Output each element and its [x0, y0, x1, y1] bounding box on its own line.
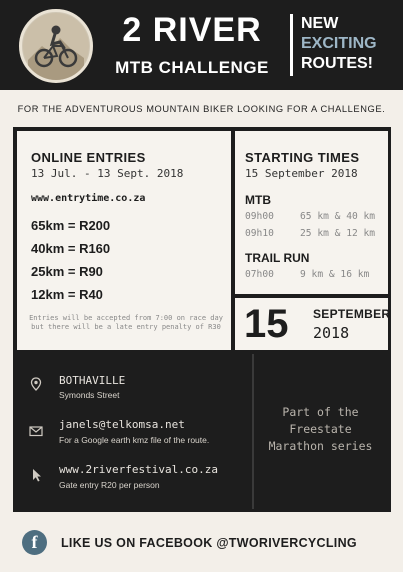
trail-time-1: 07h00 — [245, 269, 274, 280]
mtb-distances-2: 25 km & 12 km — [300, 228, 376, 239]
marathon-line-2: Freestate — [289, 422, 352, 436]
facebook-f-glyph: f — [31, 532, 38, 552]
email-envelope-icon — [29, 424, 43, 438]
facebook-cta[interactable]: LIKE US ON FACEBOOK @TWORIVERCYCLING — [61, 536, 357, 550]
starting-times-heading: STARTING TIMES — [245, 150, 360, 165]
late-entry-note-line-1: Entries will be accepted from 7:00 on race day — [29, 314, 223, 322]
new-routes-line-3: ROUTES! — [301, 55, 373, 72]
new-routes-label — [301, 14, 401, 74]
price-25km: 25km = R90 — [31, 264, 103, 279]
tagline: FOR THE ADVENTUROUS MOUNTAIN BIKER LOOKING FOR A CHALLENGE. — [17, 104, 386, 114]
location-street: Symonds Street — [59, 390, 120, 400]
gate-entry-info: Gate entry R20 per person — [59, 480, 160, 490]
event-year: 2018 — [313, 324, 350, 342]
mtb-time-2: 09h10 — [245, 228, 274, 239]
mtb-time-1: 09h00 — [245, 211, 274, 222]
marathon-line-3: Marathon series — [268, 439, 373, 453]
mtb-heading: MTB — [245, 193, 271, 207]
marathon-series-text — [252, 404, 389, 455]
website-link[interactable]: www.2riverfestival.co.za — [59, 463, 218, 476]
price-40km: 40km = R160 — [31, 241, 111, 256]
entries-dates: 13 Jul. - 13 Sept. 2018 — [31, 167, 184, 180]
entries-url-link[interactable]: www.entrytime.co.za — [31, 193, 146, 204]
location-pin-icon — [29, 377, 43, 391]
header-banner — [0, 0, 403, 90]
facebook-icon[interactable] — [22, 530, 47, 555]
starting-date: 15 September 2018 — [245, 167, 358, 180]
price-65km: 65km = R200 — [31, 218, 111, 233]
trail-distances-1: 9 km & 16 km — [300, 269, 370, 280]
marathon-line-1: Part of the — [282, 405, 359, 419]
online-entries-heading: ONLINE ENTRIES — [31, 150, 146, 165]
price-12km: 12km = R40 — [31, 287, 103, 302]
email-description: For a Google earth kmz file of the route. — [59, 435, 210, 445]
event-title: 2 RIVER — [122, 11, 262, 49]
event-subtitle: MTB CHALLENGE — [115, 58, 269, 77]
email-link[interactable]: janels@telkomsa.net — [59, 418, 185, 431]
new-routes-line-1: NEW — [301, 15, 339, 32]
event-day: 15 — [244, 302, 289, 346]
trail-run-heading: TRAIL RUN — [245, 251, 310, 265]
header-divider — [290, 14, 293, 76]
late-entry-note-line-2: but there will be a late entry penalty of R30 — [31, 323, 221, 331]
new-routes-line-2: EXCITING — [301, 35, 377, 52]
mountain-biker-logo-icon — [19, 9, 93, 83]
cursor-pointer-icon — [30, 468, 44, 482]
location-title: BOTHAVILLE — [59, 374, 126, 387]
mtb-distances-1: 65 km & 40 km — [300, 211, 376, 222]
late-entry-note — [24, 314, 228, 332]
event-month: SEPTEMBER — [313, 307, 391, 321]
